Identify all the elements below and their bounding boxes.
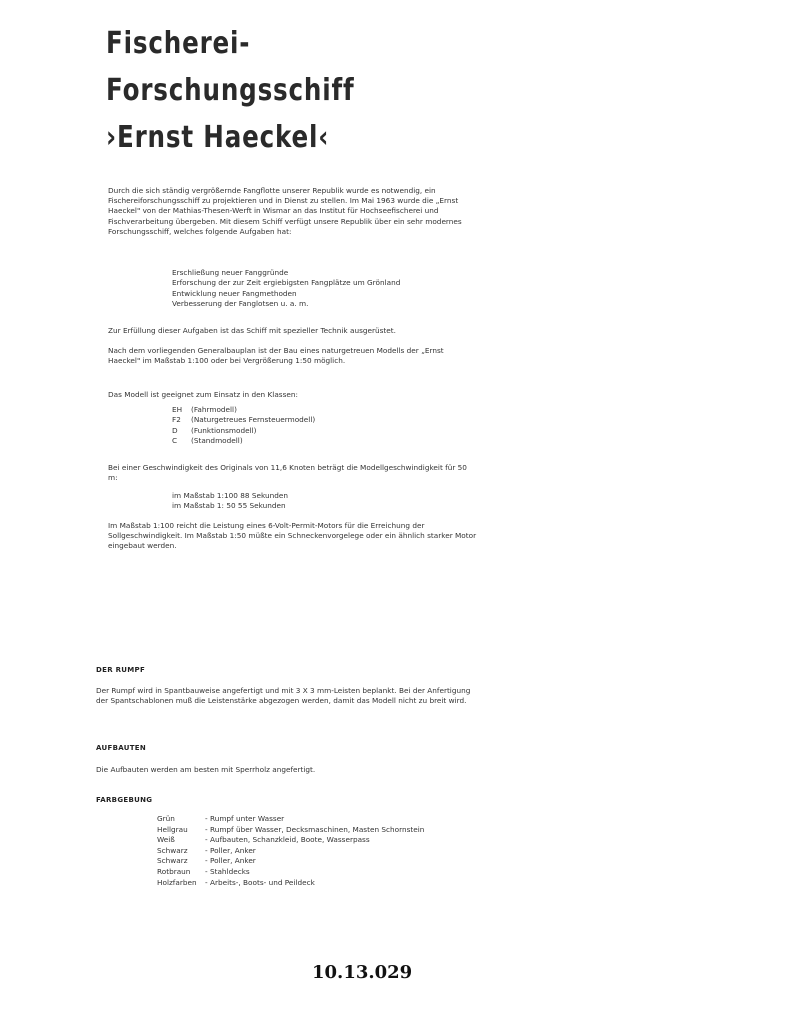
plans-paragraph: Nach dem vorliegenden Generalbauplan ist der Bau eines naturgetreuen Modells der „Ernst Haeckel" im Maßstab 1:100 oder bei Vergrößerung 1:50 möglich. [108, 346, 444, 366]
color-use: - Aufbauten, Schanzkleid, Boote, Wasserpass [205, 835, 370, 845]
color-row [157, 856, 435, 867]
class-desc: (Fahrmodell) [191, 405, 237, 414]
class-row [172, 405, 315, 415]
class-desc: (Naturgetreues Fernsteuermodell) [191, 415, 316, 425]
class-row [172, 426, 315, 436]
document-number: 10.13.029 [312, 962, 413, 983]
class-code: D [172, 425, 178, 435]
color-use: - Arbeits-, Boots- und Peildeck [205, 877, 315, 887]
superstructure-heading: AUFBAUTEN [96, 744, 147, 752]
class-code: F2 [172, 415, 181, 425]
superstructure-paragraph: Die Aufbauten werden am besten mit Sperrholz angefertigt. [96, 765, 316, 774]
task-item: Erforschung der zur Zeit ergiebigsten Fangplätze um Grönland [172, 278, 401, 288]
color-row [157, 814, 435, 825]
color-row [157, 867, 435, 878]
title-line-2: Forschungsschiff [106, 73, 355, 108]
speed-list [172, 491, 288, 512]
color-name: Weiß [157, 835, 175, 845]
color-use: - Poller, Anker [205, 856, 256, 866]
color-name: Schwarz [157, 856, 188, 866]
title-line-1: Fischerei- [106, 26, 251, 61]
colors-heading: FARBGEBUNG [96, 796, 153, 804]
class-row [172, 436, 315, 446]
class-code: EH [172, 405, 183, 414]
title-line-3: ›Ernst Haeckel‹ [106, 120, 330, 155]
color-row [157, 825, 435, 836]
color-use: - Rumpf über Wasser, Decksmaschinen, Masten Schornstein [205, 824, 425, 834]
color-name: Rotbraun [157, 866, 191, 876]
hull-heading: DER RUMPF [96, 666, 146, 674]
hull-paragraph: Der Rumpf wird in Spantbauweise angefertigt und mit 3 X 3 mm-Leisten beplankt. Bei der Anfertigung der Spantschablonen muß die Leistenstärke abgezogen werden, damit das Modell nicht zu breit wird. [96, 686, 471, 706]
color-name: Hellgrau [157, 824, 188, 834]
motor-paragraph: Im Maßstab 1:100 reicht die Leistung eines 6-Volt-Permit-Motors für die Erreichung der Sollgeschwindigkeit. Im Maßstab 1:50 müßte ein Schneckenvorgelege oder ein ähnlich starker Motor eingebaut werden. [108, 521, 477, 551]
class-list [172, 405, 315, 447]
speed-item: im Maßstab 1: 50 55 Sekunden [172, 501, 286, 511]
classes-intro: Das Modell ist geeignet zum Einsatz in den Klassen: [108, 390, 298, 399]
class-desc: (Standmodell) [191, 436, 243, 446]
speed-paragraph: Bei einer Geschwindigkeit des Originals von 11,6 Knoten beträgt die Modellgeschwindigkeit für 50 m: [108, 463, 467, 483]
task-list [172, 268, 400, 310]
speed-item: im Maßstab 1:100 88 Sekunden [172, 491, 288, 500]
color-name: Grün [157, 814, 175, 823]
document-title [106, 20, 355, 161]
color-row [157, 846, 435, 857]
color-use: - Rumpf unter Wasser [205, 814, 285, 823]
color-use: - Poller, Anker [205, 845, 256, 855]
task-item: Entwicklung neuer Fangmethoden [172, 288, 297, 298]
color-name: Holzfarben [157, 877, 197, 887]
task-item: Verbesserung der Fanglotsen u. a. m. [172, 299, 309, 309]
color-row [157, 878, 435, 889]
color-name: Schwarz [157, 845, 188, 855]
equipment-paragraph: Zur Erfüllung dieser Aufgaben ist das Schiff mit spezieller Technik ausgerüstet. [108, 326, 396, 335]
intro-paragraph: Durch die sich ständig vergrößernde Fangflotte unserer Republik wurde es notwendig, ein Fischereiforschungsschiff zu projektieren und in Dienst zu stellen. Im Mai 1963 wurde die „Ernst Haeckel" von der Mathias-Thesen-Werft in Wismar an das Institut für Hochseefischerei und Fischverarbeitung übergeben. Mit diesem Schiff verfügt unsere Republik über ein sehr modernes Forschungsschiff, welches folgende Aufgaben hat: [108, 186, 462, 236]
class-code: C [172, 436, 178, 446]
color-table [157, 814, 435, 888]
class-row [172, 415, 315, 425]
color-row [157, 835, 435, 846]
task-item: Erschließung neuer Fanggründe [172, 268, 289, 277]
class-desc: (Funktionsmodell) [191, 425, 257, 435]
color-use: - Stahldecks [205, 866, 250, 876]
